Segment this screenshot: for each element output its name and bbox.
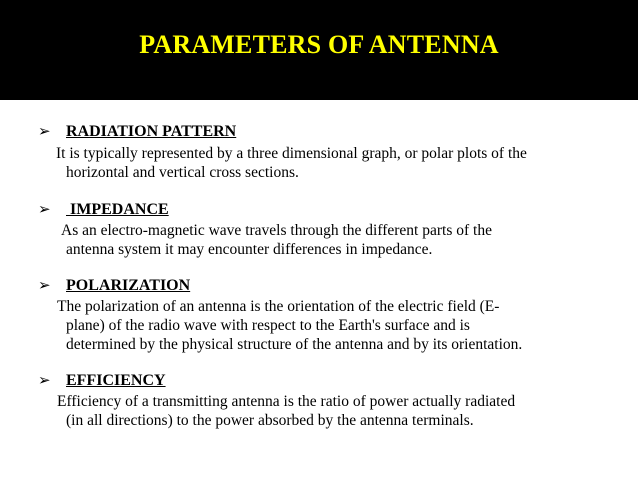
section-heading: IMPEDANCE: [66, 201, 169, 218]
body-line: Efficiency of a transmitting antenna is the ratio of power actually radiated: [57, 393, 516, 410]
section-heading: POLARIZATION: [66, 277, 191, 294]
title-band: [0, 0, 638, 100]
body-line: As an electro-magnetic wave travels through the different parts of the: [61, 222, 492, 239]
body-line: It is typically represented by a three dimensional graph, or polar plots of the: [56, 145, 527, 162]
body-line: plane) of the radio wave with respect to the Earth's surface and is: [66, 317, 470, 334]
arrow-bullet-icon: ➢: [38, 278, 51, 294]
section-body: [57, 392, 515, 430]
body-line: The polarization of an antenna is the orientation of the electric field (E-: [57, 298, 500, 315]
section-body: [56, 144, 527, 182]
slide-title: PARAMETERS OF ANTENNA: [139, 30, 499, 59]
body-line: horizontal and vertical cross sections.: [66, 164, 299, 181]
arrow-bullet-icon: ➢: [38, 373, 51, 389]
section-body: [61, 221, 492, 259]
arrow-bullet-icon: ➢: [38, 124, 51, 140]
body-line: antenna system it may encounter differences in impedance.: [66, 241, 433, 258]
section-body: [57, 297, 522, 354]
arrow-bullet-icon: ➢: [38, 202, 51, 218]
section-heading: EFFICIENCY: [66, 372, 166, 389]
body-line: determined by the physical structure of the antenna and by its orientation.: [66, 336, 523, 353]
section-heading: RADIATION PATTERN: [66, 123, 237, 140]
body-line: (in all directions) to the power absorbed by the antenna terminals.: [66, 412, 474, 429]
